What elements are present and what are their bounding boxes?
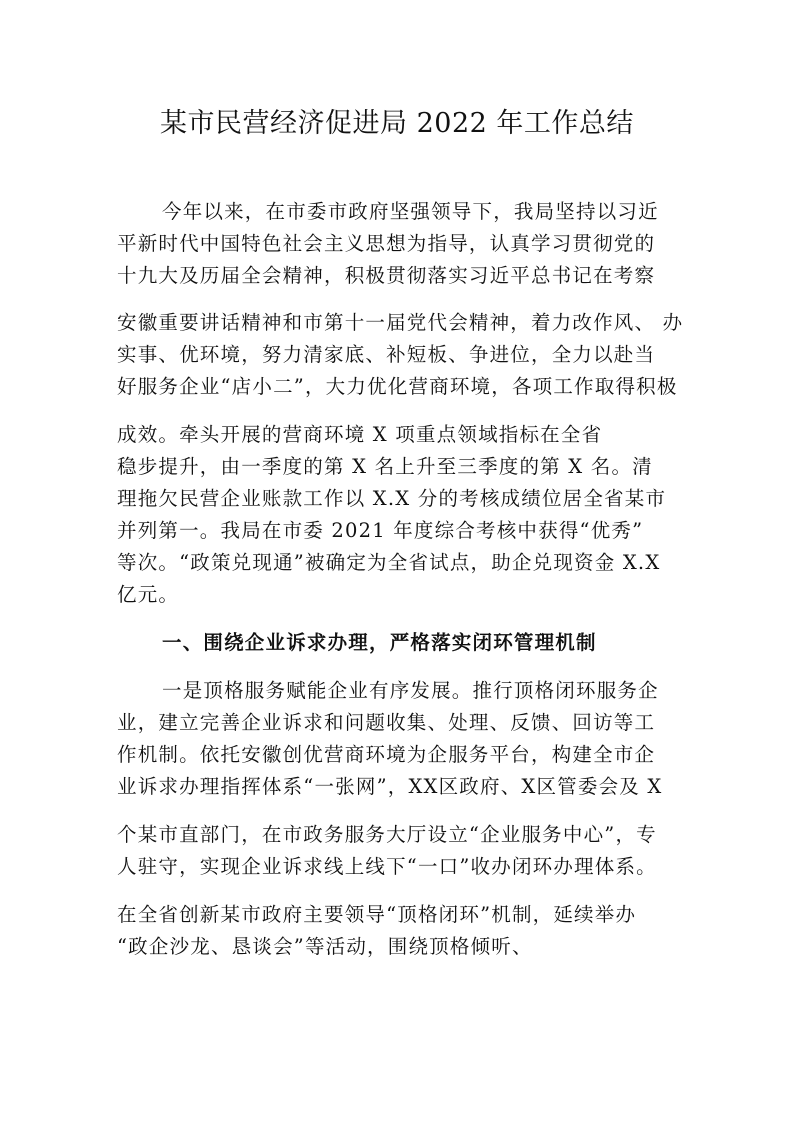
paragraph-line: 人驻守，实现企业诉求线上线下“一口”收办闭环办理体系。 <box>117 855 657 878</box>
paragraph-line: 实事、优环境，努力清家底、补短板、争进位，全力以赴当 <box>117 343 656 366</box>
paragraph-line: 业，建立完善企业诉求和问题收集、处理、反馈、回访等工 <box>117 711 656 734</box>
paragraph-line: 并列第一。我局在市委 2021 年度综合考核中获得“优秀” <box>117 519 644 542</box>
paragraph-line: 十九大及历届全会精神，积极贯彻落实习近平总书记在考察 <box>117 264 656 287</box>
paragraph-line: “政企沙龙、恳谈会”等活动，围绕顶格倾听、 <box>117 935 533 958</box>
paragraph-line: 平新时代中国特色社会主义思想为指导，认真学习贯彻党的 <box>117 232 656 255</box>
paragraph-line: 今年以来，在市委市政府坚强领导下，我局坚持以习近 <box>162 200 659 223</box>
paragraph-line: 稳步提升，由一季度的第 X 名上升至三季度的第 X 名。清 <box>117 455 653 478</box>
paragraph-line: 作机制。依托安徽创优营商环境为企服务平台，构建全市企 <box>117 743 656 766</box>
paragraph-line: 业诉求办理指挥体系“一张网”，XX区政府、X区管委会及 X <box>117 775 663 798</box>
document-title: 某市民营经济促进局 2022 年工作总结 <box>160 108 634 139</box>
paragraph-line: 好服务企业“店小二”，大力优化营商环境，各项工作取得积极 <box>117 375 678 398</box>
paragraph-line: 个某市直部门，在市政务服务大厅设立“企业服务中心”，专 <box>117 823 657 846</box>
paragraph-line: 在全省创新某市政府主要领导“顶格闭环”机制，延续举办 <box>117 903 637 926</box>
paragraph-line: 一是顶格服务赋能企业有序发展。推行顶格闭环服务企 <box>162 679 659 702</box>
paragraph-line: 理拖欠民营企业账款工作以 X.X 分的考核成绩位居全省某市 <box>117 487 667 510</box>
paragraph-line: 等次。“政策兑现通”被确定为全省试点，助企兑现资金 X.X <box>117 551 661 574</box>
paragraph-line: 成效。牵头开展的营商环境 X 项重点领域指标在全省 <box>117 423 603 446</box>
paragraph-line: 亿元。 <box>117 583 180 606</box>
section-heading: 一、围绕企业诉求办理，严格落实闭环管理机制 <box>162 631 597 654</box>
paragraph-line: 安徽重要讲话精神和市第十一届党代会精神，着力改作风、 办 <box>117 311 684 334</box>
